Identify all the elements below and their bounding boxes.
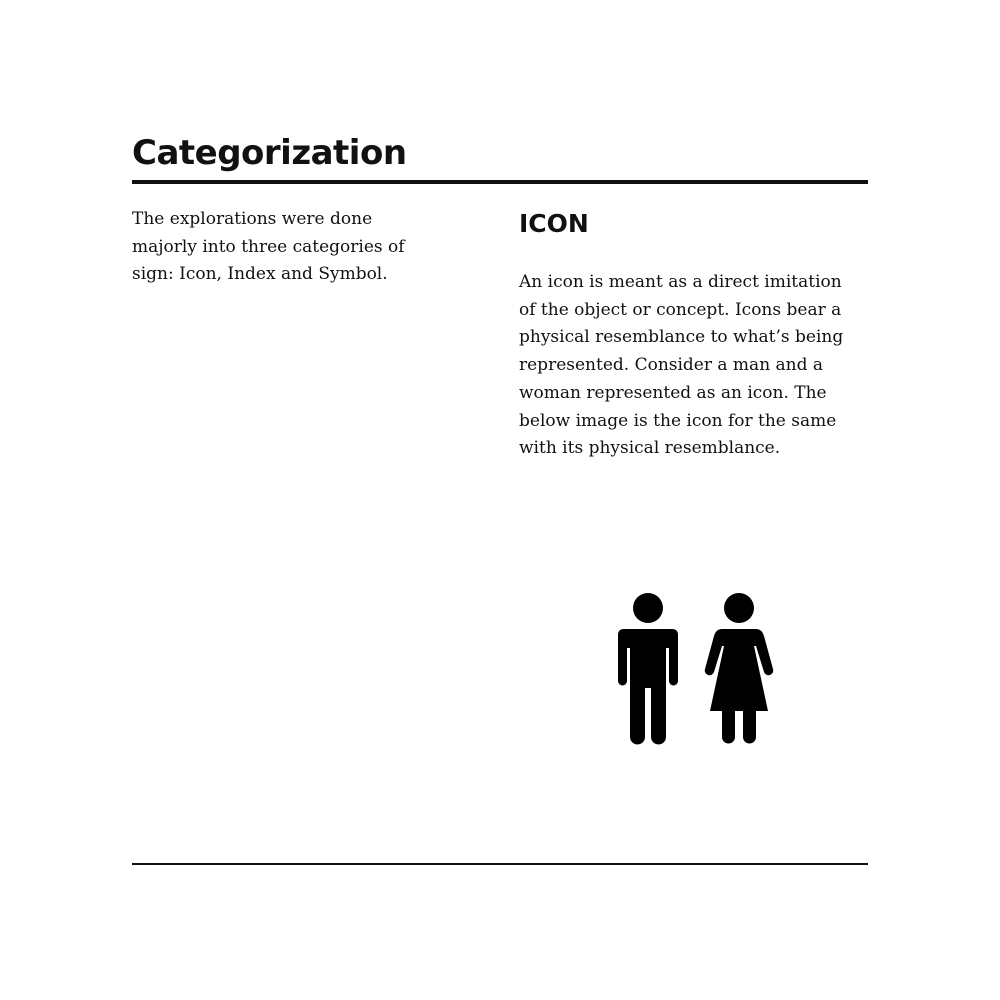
man-woman-figure: [600, 585, 790, 755]
intro-paragraph: The explorations were done majorly into three categories of sign: Icon, Index and Symbol.: [132, 209, 405, 284]
woman-icon: [702, 585, 778, 750]
section-paragraph: An icon is meant as a direct imitation of the object or concept. Icons bear a physical resemblance to what’s being represented. Consider a man and a woman represented as an icon. The below image is the icon for the same with its physical resemblance.: [519, 272, 844, 459]
title-divider: [132, 180, 868, 184]
page-title: Categorization: [132, 133, 407, 173]
section-heading: ICON: [519, 209, 589, 238]
bottom-divider: [132, 863, 868, 865]
man-icon: [616, 585, 680, 750]
